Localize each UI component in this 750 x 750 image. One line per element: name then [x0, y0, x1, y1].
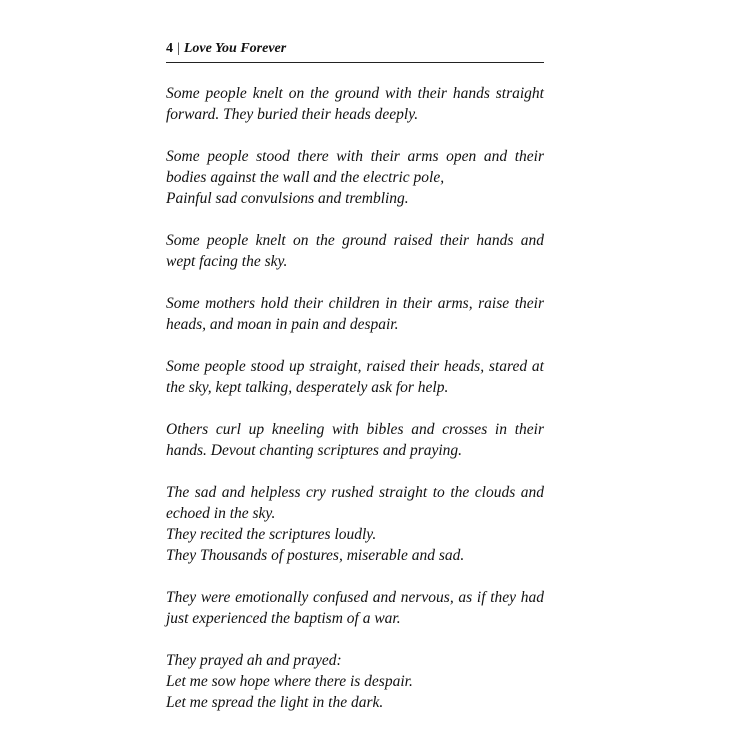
text-line: The sad and helpless cry rushed straight to the clouds and — [166, 484, 544, 501]
text-line: hands. Devout chanting scriptures and praying. — [166, 442, 463, 459]
text-line: bodies against the wall and the electric pole, — [166, 169, 445, 186]
header-separator: | — [177, 41, 180, 56]
running-header — [166, 40, 544, 63]
text-line: Some people stood up straight, raised their heads, stared at — [166, 358, 544, 375]
text-line: the sky, kept talking, desperately ask for help. — [166, 379, 449, 396]
text-line: Some people knelt on the ground with their hands straight — [166, 85, 544, 102]
text-line: just experienced the baptism of a war. — [166, 610, 401, 627]
text-line: echoed in the sky. — [166, 505, 276, 522]
paragraph — [166, 146, 544, 209]
text-line: Let me spread the light in the dark. — [166, 694, 384, 711]
text-line: wept facing the sky. — [166, 253, 288, 270]
paragraph — [166, 293, 544, 335]
text-line: Let me sow hope where there is despair. — [166, 673, 413, 690]
text-line: Some mothers hold their children in their arms, raise their — [166, 295, 544, 312]
text-line: They recited the scriptures loudly. — [166, 526, 377, 543]
text-line: Others curl up kneeling with bibles and crosses in their — [166, 421, 544, 438]
paragraph — [166, 83, 544, 125]
paragraph — [166, 650, 544, 713]
text-line: heads, and moan in pain and despair. — [166, 316, 399, 333]
text-line: Some people knelt on the ground raised their hands and — [166, 232, 544, 249]
text-line: forward. They buried their heads deeply. — [166, 106, 419, 123]
paragraph — [166, 419, 544, 461]
text-line: Some people stood there with their arms open and their — [166, 148, 544, 165]
text-line: They were emotionally confused and nervous, as if they had — [166, 589, 544, 606]
paragraph — [166, 230, 544, 272]
paragraph — [166, 356, 544, 398]
page-number: 4 — [166, 41, 173, 56]
paragraph — [166, 482, 544, 566]
book-title: Love You Forever — [183, 41, 287, 56]
text-line: They prayed ah and prayed: — [166, 652, 342, 669]
text-line: They Thousands of postures, miserable and sad. — [166, 547, 465, 564]
page-body — [166, 83, 544, 734]
text-line: Painful sad convulsions and trembling. — [166, 190, 409, 207]
paragraph — [166, 587, 544, 629]
